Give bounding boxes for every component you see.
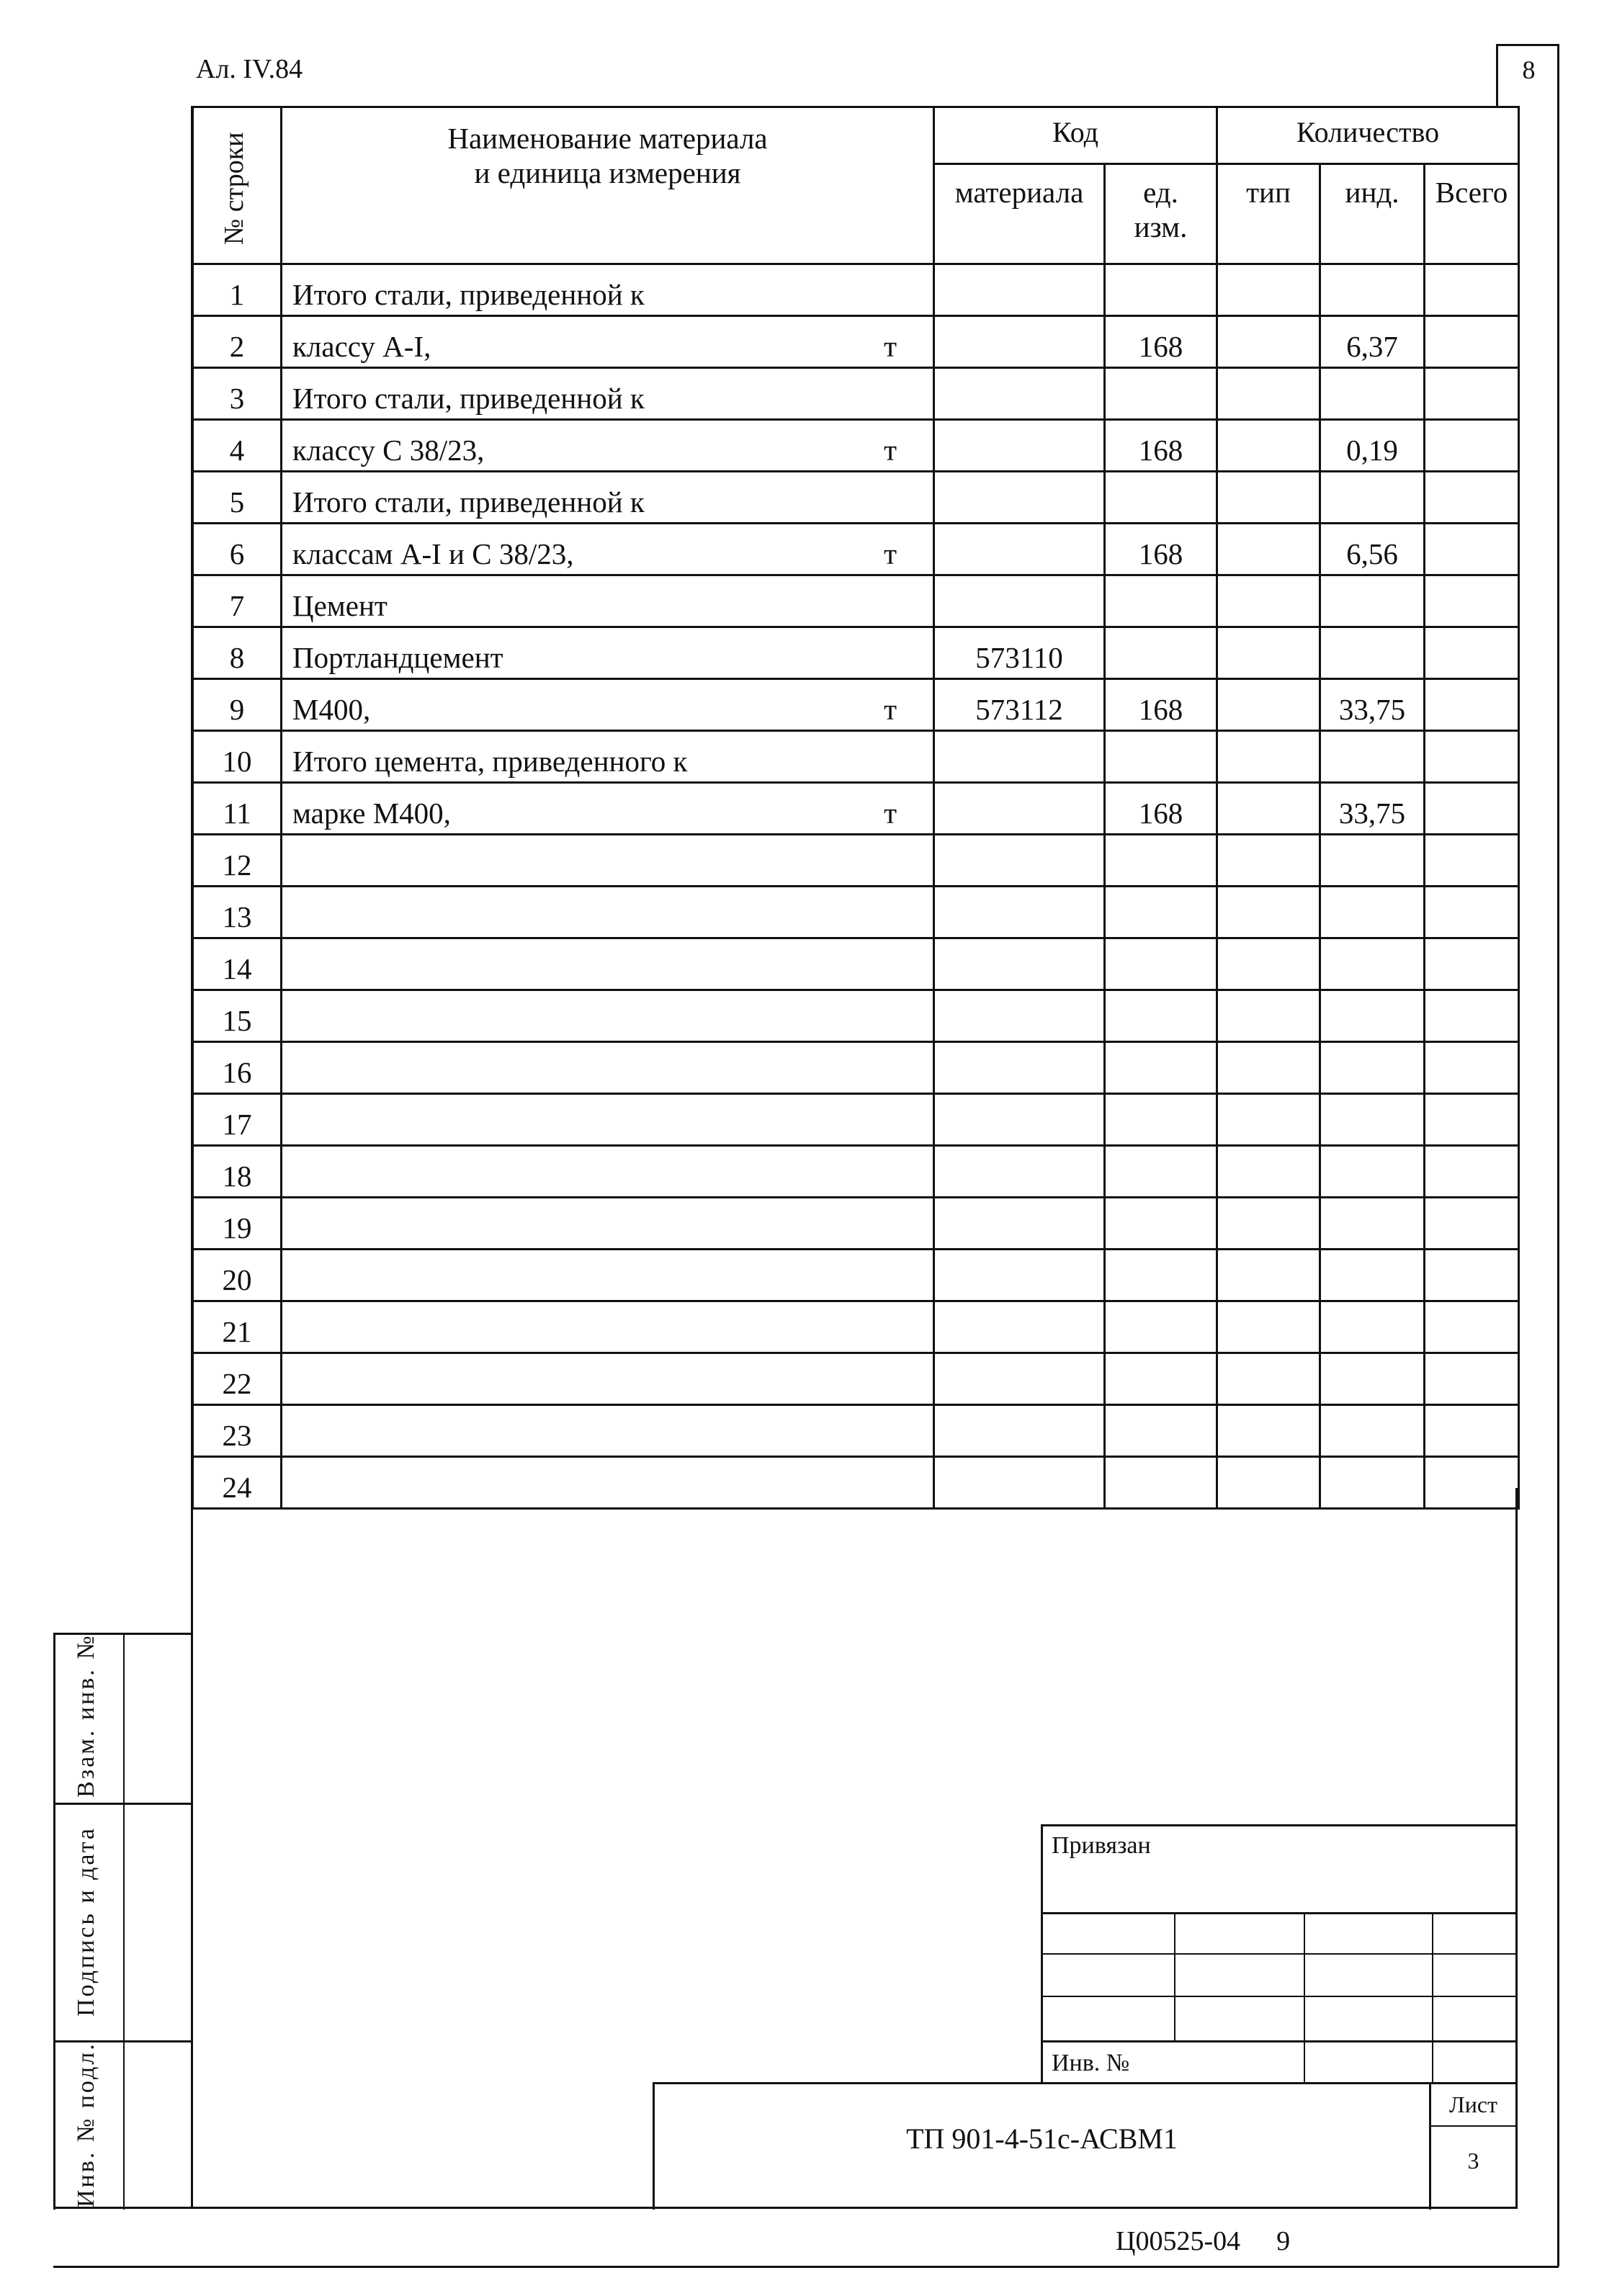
row-number: 18 <box>193 1146 282 1198</box>
privyazan-block <box>1041 1824 1518 2084</box>
doc-code: ТП 901-4-51с-АСВМ1 <box>906 2122 1178 2155</box>
row-number: 1 <box>193 264 282 316</box>
material-code <box>934 990 1105 1042</box>
material-code <box>934 1405 1105 1457</box>
qty-type <box>1217 1353 1320 1405</box>
vzam-inv-label: Взам. инв. № <box>73 1633 99 1798</box>
qty-total <box>1425 1094 1519 1146</box>
table-row <box>193 1301 1519 1353</box>
frame-right-line <box>1557 44 1559 2266</box>
material-code <box>934 1094 1105 1146</box>
qty-ind: 0,19 <box>1320 420 1425 472</box>
qty-total <box>1425 1405 1519 1457</box>
qty-total <box>1425 575 1519 627</box>
row-number: 21 <box>193 1301 282 1353</box>
material-name-cell <box>282 783 934 835</box>
doc-code-block <box>653 2082 1518 2210</box>
material-code <box>934 835 1105 887</box>
unit-code <box>1105 1146 1217 1198</box>
qty-ind <box>1320 1353 1425 1405</box>
qty-ind <box>1320 1042 1425 1094</box>
header-type: тип <box>1217 164 1320 264</box>
qty-type <box>1217 679 1320 731</box>
material-name-cell <box>282 1457 934 1509</box>
unit-code <box>1105 627 1217 679</box>
page-number: 8 <box>1522 55 1536 84</box>
table-row <box>193 990 1519 1042</box>
table-row <box>193 575 1519 627</box>
material-code: 573112 <box>934 679 1105 731</box>
qty-type <box>1217 1146 1320 1198</box>
qty-ind <box>1320 472 1425 524</box>
qty-type <box>1217 938 1320 990</box>
podpis-data-label: Подпись и дата <box>73 1826 99 2017</box>
table-row <box>193 731 1519 783</box>
material-name-cell <box>282 1146 934 1198</box>
material-name-cell <box>282 1405 934 1457</box>
unit-code <box>1105 1042 1217 1094</box>
qty-total <box>1425 783 1519 835</box>
row-number: 14 <box>193 938 282 990</box>
qty-total <box>1425 990 1519 1042</box>
qty-type <box>1217 1250 1320 1301</box>
qty-ind <box>1320 990 1425 1042</box>
row-number: 20 <box>193 1250 282 1301</box>
unit-code: 168 <box>1105 420 1217 472</box>
table-row <box>193 472 1519 524</box>
material-name-cell <box>282 420 934 472</box>
qty-total <box>1425 731 1519 783</box>
header-name-line1: Наименование материала <box>447 122 768 155</box>
qty-type <box>1217 1094 1320 1146</box>
header-name <box>282 107 934 264</box>
table-row <box>193 679 1519 731</box>
qty-type <box>1217 1301 1320 1353</box>
row-number: 5 <box>193 472 282 524</box>
row-number: 2 <box>193 316 282 368</box>
privyazan-label: Привязан <box>1052 1832 1151 1859</box>
table-row <box>193 1457 1519 1509</box>
unit-code <box>1105 938 1217 990</box>
qty-total <box>1425 1146 1519 1198</box>
footer-code <box>1116 2225 1290 2257</box>
table-row <box>193 1353 1519 1405</box>
material-name-cell <box>282 316 934 368</box>
unit-code <box>1105 1301 1217 1353</box>
qty-type <box>1217 835 1320 887</box>
row-number: 24 <box>193 1457 282 1509</box>
qty-type <box>1217 627 1320 679</box>
table-row <box>193 420 1519 472</box>
qty-ind <box>1320 938 1425 990</box>
material-name-cell <box>282 575 934 627</box>
unit-code <box>1105 472 1217 524</box>
material-name: М400, <box>292 693 371 726</box>
material-name: Итого стали, приведенной к <box>292 278 645 311</box>
qty-type <box>1217 990 1320 1042</box>
qty-ind: 33,75 <box>1320 679 1425 731</box>
qty-total <box>1425 1457 1519 1509</box>
material-code <box>934 368 1105 420</box>
qty-total <box>1425 1353 1519 1405</box>
header-code-group: Код <box>934 107 1217 164</box>
qty-ind <box>1320 1405 1425 1457</box>
unit-code <box>1105 368 1217 420</box>
unit-code <box>1105 887 1217 938</box>
table-row <box>193 627 1519 679</box>
material-code <box>934 783 1105 835</box>
material-name: классам А-I и С 38/23, <box>292 537 574 570</box>
table-row <box>193 835 1519 887</box>
material-name-cell <box>282 1353 934 1405</box>
unit-code <box>1105 264 1217 316</box>
material-name-cell <box>282 938 934 990</box>
unit-code: 168 <box>1105 524 1217 575</box>
material-name: Портландцемент <box>292 641 503 674</box>
header-row-no <box>193 107 282 264</box>
sheet-label: Лист <box>1448 2091 1497 2117</box>
footer-archive-code: Ц00525-04 <box>1116 2226 1241 2256</box>
material-code <box>934 264 1105 316</box>
material-code <box>934 316 1105 368</box>
row-number: 15 <box>193 990 282 1042</box>
qty-total <box>1425 316 1519 368</box>
material-name-cell <box>282 1301 934 1353</box>
qty-total <box>1425 472 1519 524</box>
material-name: Цемент <box>292 589 388 622</box>
material-code <box>934 731 1105 783</box>
row-number: 16 <box>193 1042 282 1094</box>
unit-code <box>1105 835 1217 887</box>
unit-code <box>1105 575 1217 627</box>
material-code <box>934 420 1105 472</box>
qty-total <box>1425 420 1519 472</box>
qty-total <box>1425 938 1519 990</box>
qty-ind <box>1320 575 1425 627</box>
material-code <box>934 1301 1105 1353</box>
material-name: классу С 38/23, <box>292 434 485 467</box>
material-name: марке М400, <box>292 797 451 830</box>
qty-total <box>1425 627 1519 679</box>
unit-code <box>1105 990 1217 1042</box>
qty-type <box>1217 420 1320 472</box>
header-name-line2: и единица измерения <box>474 156 741 189</box>
footer-page: 9 <box>1276 2226 1291 2256</box>
material-name-cell <box>282 627 934 679</box>
unit-code <box>1105 1457 1217 1509</box>
material-code <box>934 1146 1105 1198</box>
unit: т <box>884 537 897 570</box>
qty-ind <box>1320 1094 1425 1146</box>
qty-type <box>1217 783 1320 835</box>
unit: т <box>884 797 897 830</box>
row-number: 17 <box>193 1094 282 1146</box>
unit-code <box>1105 1405 1217 1457</box>
table-row <box>193 368 1519 420</box>
album-label: Ал. IV.84 <box>196 54 303 84</box>
material-name-cell <box>282 524 934 575</box>
header-ind: инд. <box>1320 164 1425 264</box>
table-row <box>193 1094 1519 1146</box>
qty-total <box>1425 264 1519 316</box>
material-name: Итого стали, приведенной к <box>292 485 645 519</box>
qty-ind <box>1320 1198 1425 1250</box>
unit-code <box>1105 731 1217 783</box>
row-number: 6 <box>193 524 282 575</box>
header-qty-group: Количество <box>1217 107 1519 164</box>
unit: т <box>884 434 897 467</box>
material-code: 573110 <box>934 627 1105 679</box>
header-unit-line1: ед. <box>1143 176 1178 209</box>
row-number: 3 <box>193 368 282 420</box>
row-number: 11 <box>193 783 282 835</box>
unit-code: 168 <box>1105 783 1217 835</box>
qty-type <box>1217 472 1320 524</box>
row-number: 10 <box>193 731 282 783</box>
material-name-cell <box>282 990 934 1042</box>
qty-type <box>1217 1405 1320 1457</box>
unit-code <box>1105 1353 1217 1405</box>
qty-ind: 33,75 <box>1320 783 1425 835</box>
material-name-cell <box>282 731 934 783</box>
unit-code <box>1105 1250 1217 1301</box>
qty-total <box>1425 835 1519 887</box>
material-name-cell <box>282 264 934 316</box>
material-name-cell <box>282 1042 934 1094</box>
qty-ind: 6,56 <box>1320 524 1425 575</box>
table-row <box>193 887 1519 938</box>
qty-ind <box>1320 368 1425 420</box>
material-code <box>934 524 1105 575</box>
header-unit-line2: изм. <box>1134 210 1188 243</box>
qty-type <box>1217 731 1320 783</box>
row-number: 12 <box>193 835 282 887</box>
table-row <box>193 316 1519 368</box>
qty-total <box>1425 1250 1519 1301</box>
qty-total <box>1425 368 1519 420</box>
material-code <box>934 1457 1105 1509</box>
material-name: Итого цемента, приведенного к <box>292 745 688 778</box>
qty-total <box>1425 679 1519 731</box>
page-bottom-line <box>53 2266 1559 2268</box>
row-number: 13 <box>193 887 282 938</box>
inv-podl-label: Инв. № подл. <box>73 2042 99 2207</box>
qty-total <box>1425 1301 1519 1353</box>
qty-ind <box>1320 731 1425 783</box>
row-number: 22 <box>193 1353 282 1405</box>
material-code <box>934 1042 1105 1094</box>
qty-ind <box>1320 627 1425 679</box>
qty-ind <box>1320 1146 1425 1198</box>
unit-code <box>1105 1094 1217 1146</box>
qty-ind <box>1320 1250 1425 1301</box>
unit-code: 168 <box>1105 679 1217 731</box>
material-name-cell <box>282 679 934 731</box>
row-number: 8 <box>193 627 282 679</box>
qty-type <box>1217 1042 1320 1094</box>
qty-type <box>1217 1198 1320 1250</box>
material-name-cell <box>282 368 934 420</box>
table-row <box>193 1198 1519 1250</box>
qty-total <box>1425 887 1519 938</box>
qty-ind: 6,37 <box>1320 316 1425 368</box>
page-number-box <box>1496 44 1559 108</box>
sheet-number: 3 <box>1467 2148 1479 2174</box>
materials-table <box>192 106 1520 1510</box>
table-row <box>193 1250 1519 1301</box>
header-total: Всего <box>1425 164 1519 264</box>
qty-total <box>1425 1198 1519 1250</box>
header-row-no-text: № строки <box>219 132 249 245</box>
qty-type <box>1217 264 1320 316</box>
qty-type <box>1217 368 1320 420</box>
qty-ind <box>1320 1301 1425 1353</box>
material-code <box>934 1250 1105 1301</box>
qty-type <box>1217 316 1320 368</box>
material-name-cell <box>282 1198 934 1250</box>
material-code <box>934 1353 1105 1405</box>
material-name-cell <box>282 1250 934 1301</box>
qty-type <box>1217 887 1320 938</box>
material-name: классу А-I, <box>292 330 431 363</box>
row-number: 7 <box>193 575 282 627</box>
material-name-cell <box>282 835 934 887</box>
row-number: 9 <box>193 679 282 731</box>
table-row <box>193 264 1519 316</box>
material-code <box>934 887 1105 938</box>
material-code <box>934 575 1105 627</box>
material-name: Итого стали, приведенной к <box>292 382 645 415</box>
table-row <box>193 1146 1519 1198</box>
material-code <box>934 472 1105 524</box>
table-row <box>193 783 1519 835</box>
header-material-code: материала <box>934 164 1105 264</box>
qty-total <box>1425 524 1519 575</box>
row-number: 23 <box>193 1405 282 1457</box>
material-name-cell <box>282 1094 934 1146</box>
qty-type <box>1217 1457 1320 1509</box>
qty-ind <box>1320 835 1425 887</box>
table-row <box>193 524 1519 575</box>
row-number: 19 <box>193 1198 282 1250</box>
material-code <box>934 1198 1105 1250</box>
unit: т <box>884 693 897 726</box>
table-row <box>193 938 1519 990</box>
material-name-cell <box>282 472 934 524</box>
table-row <box>193 1405 1519 1457</box>
inv-no-label: Инв. № <box>1052 2050 1130 2076</box>
table-row <box>193 1042 1519 1094</box>
header-unit-code <box>1105 164 1217 264</box>
qty-ind <box>1320 264 1425 316</box>
unit-code: 168 <box>1105 316 1217 368</box>
material-code <box>934 938 1105 990</box>
qty-type <box>1217 575 1320 627</box>
qty-total <box>1425 1042 1519 1094</box>
side-stamp <box>53 1633 193 2210</box>
unit: т <box>884 330 897 363</box>
qty-type <box>1217 524 1320 575</box>
unit-code <box>1105 1198 1217 1250</box>
material-name-cell <box>282 887 934 938</box>
row-number: 4 <box>193 420 282 472</box>
qty-ind <box>1320 887 1425 938</box>
qty-ind <box>1320 1457 1425 1509</box>
